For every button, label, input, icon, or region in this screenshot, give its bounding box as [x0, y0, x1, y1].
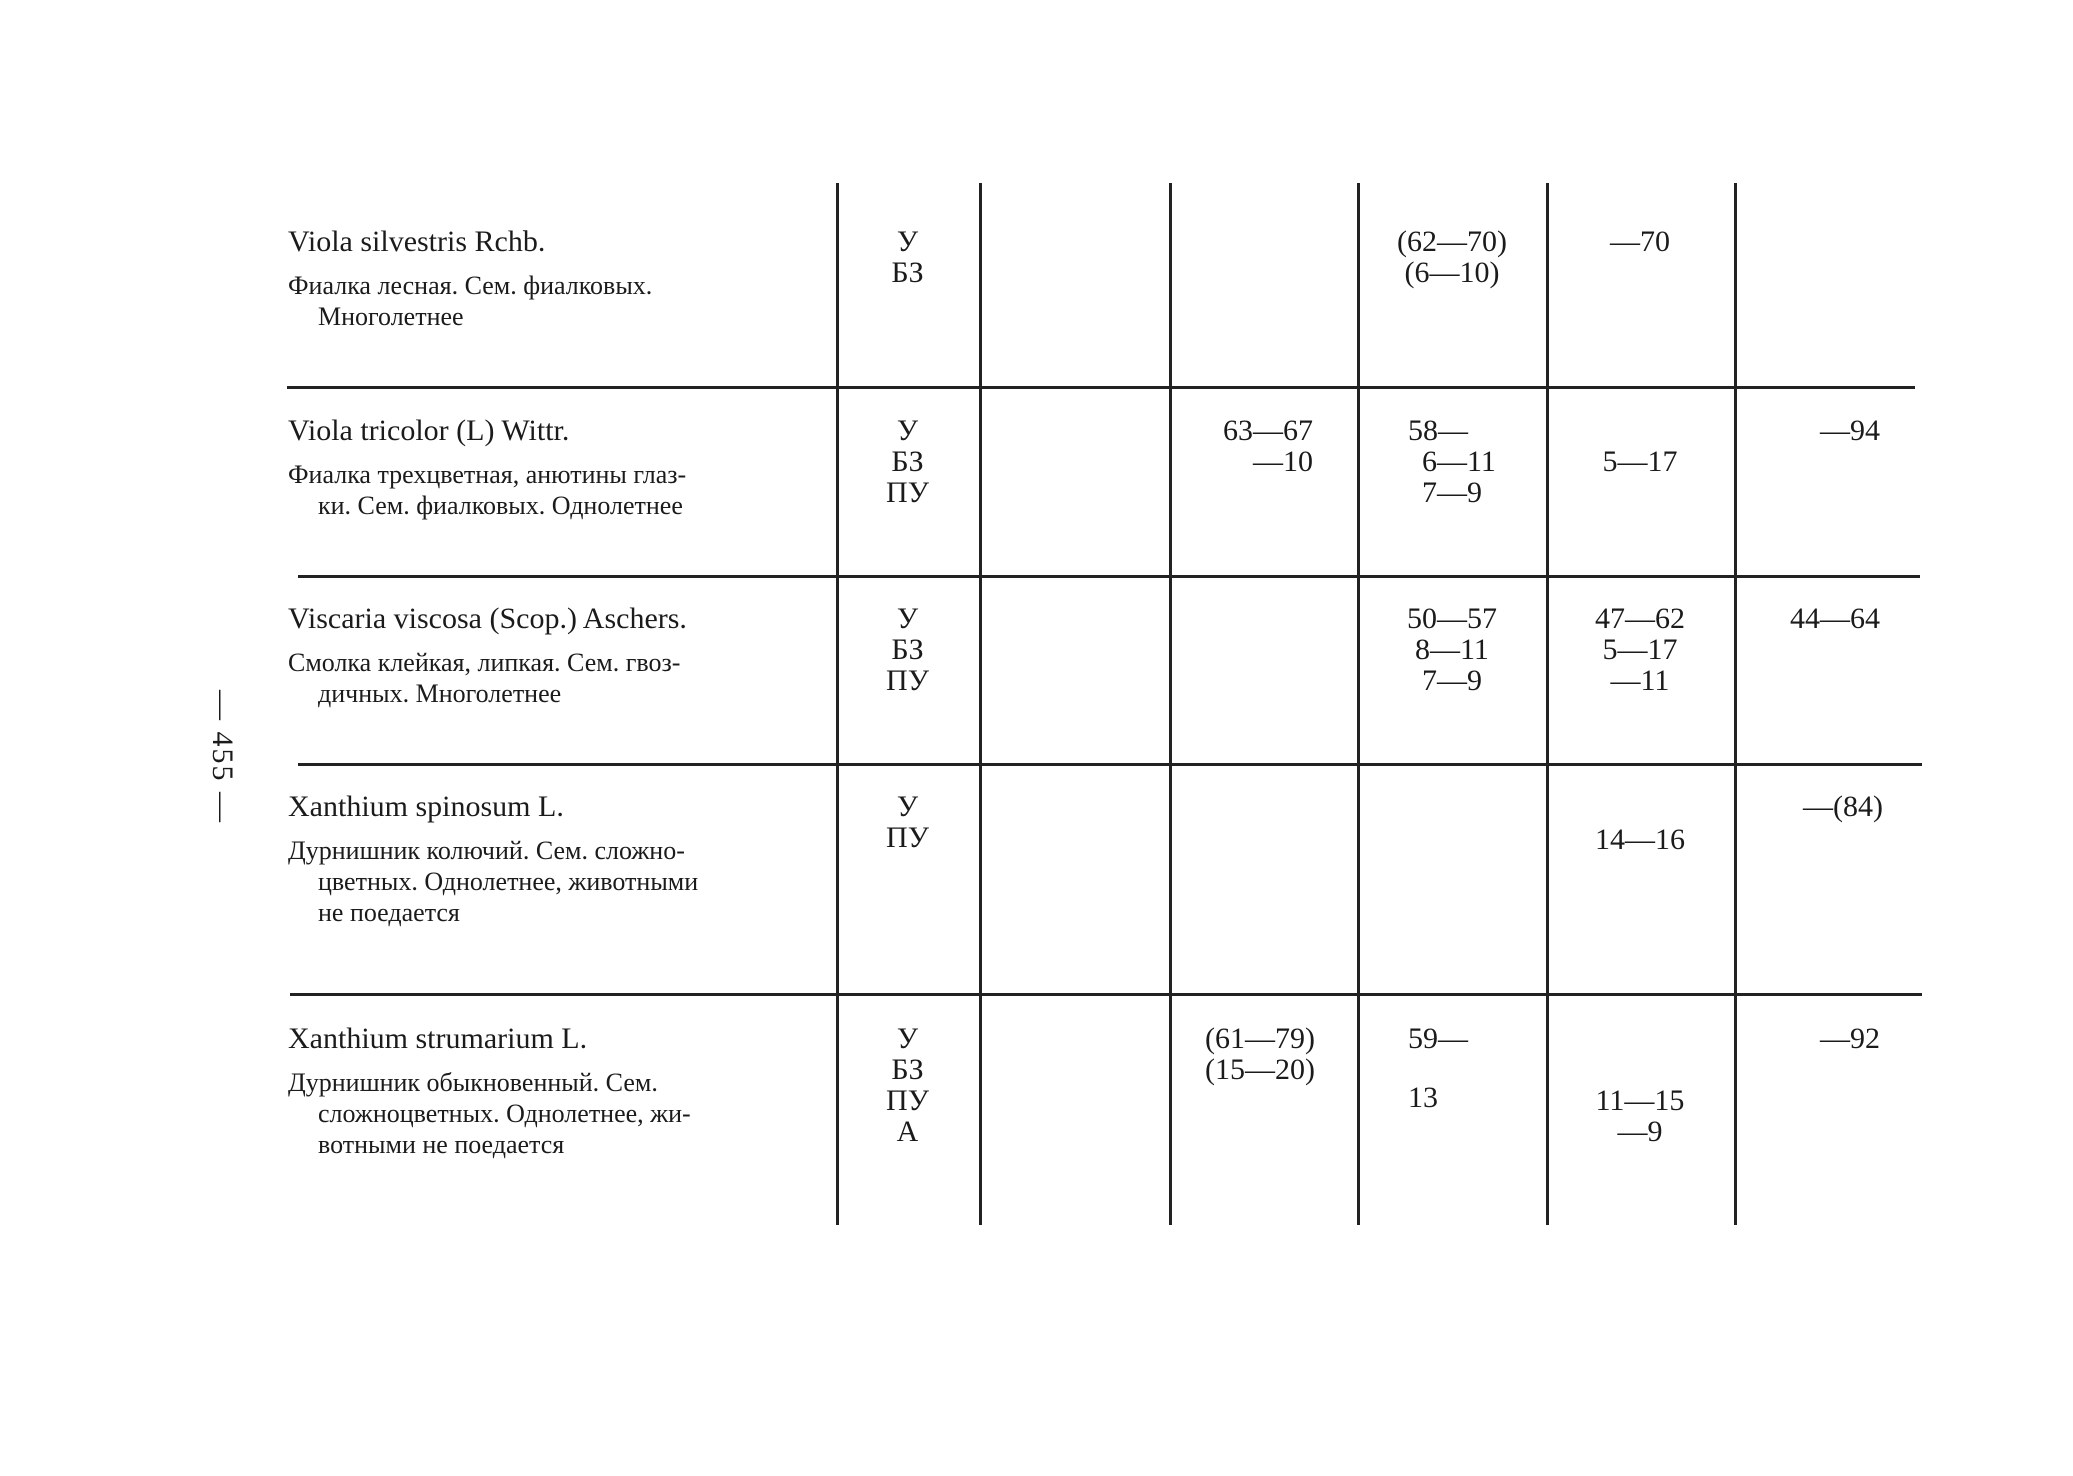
species-cell: [288, 1023, 820, 1160]
value-cell-col6: [1750, 603, 1880, 634]
species-latin-name: Viscaria viscosa (Scop.) Aschers.: [288, 602, 687, 635]
species-description-line: сложноцветных. Однолетнее, жи-: [318, 1099, 691, 1128]
value-cell-col5: [1560, 824, 1720, 855]
column-rule: [979, 183, 982, 1225]
column-rule: [1734, 183, 1737, 1225]
value: —9: [1617, 1115, 1663, 1148]
column-rule: [1357, 183, 1360, 1225]
value: 58—: [1408, 414, 1468, 447]
value-cell-col4: [1372, 226, 1532, 288]
row-rule: [287, 386, 1915, 389]
zone-cell: [850, 1023, 965, 1147]
value: (15—20): [1205, 1053, 1315, 1086]
species-latin-name: Viola silvestris Rchb.: [288, 225, 546, 258]
value: 5—17: [1602, 633, 1678, 666]
value: 47—62: [1595, 602, 1685, 635]
value: 13: [1408, 1081, 1438, 1114]
value: —(84): [1803, 790, 1883, 823]
value: 7—9: [1422, 476, 1482, 509]
species-cell: [288, 415, 820, 521]
value: 50—57: [1407, 602, 1497, 635]
column-rule: [1546, 183, 1549, 1225]
species-cell: [288, 603, 820, 709]
zone-code: БЗ: [891, 445, 924, 478]
value-cell-col5: [1560, 446, 1720, 477]
value: —94: [1820, 414, 1880, 447]
species-description-line: Фиалка трехцветная, анютины глаз-: [288, 460, 687, 489]
species-description-line: Дурнишник колючий. Сем. сложно-: [288, 836, 685, 865]
species-description-line: Дурнишник обыкновенный. Сем.: [288, 1068, 658, 1097]
zone-code: ПУ: [886, 1084, 929, 1117]
species-description: [288, 647, 820, 709]
species-description: [288, 835, 820, 928]
zone-code: БЗ: [891, 1053, 924, 1086]
value-cell-col3: [1185, 415, 1313, 477]
value-cell-col6: [1750, 1023, 1880, 1054]
value-cell-col5: [1560, 226, 1720, 257]
zone-code: ПУ: [886, 476, 929, 509]
value: —11: [1610, 664, 1670, 697]
zone-code: БЗ: [891, 256, 924, 289]
species-description: [288, 1067, 820, 1160]
species-latin-name: Xanthium spinosum L.: [288, 790, 564, 823]
column-rule: [1169, 183, 1172, 1225]
zone-code: У: [896, 414, 919, 447]
value: 14—16: [1595, 823, 1685, 856]
zone-cell: [850, 603, 965, 696]
species-cell: [288, 791, 820, 928]
species-latin-name: Xanthium strumarium L.: [288, 1022, 588, 1055]
species-cell: [288, 226, 820, 332]
value-cell-col4: [1408, 415, 1538, 508]
zone-cell: [850, 791, 965, 853]
value: 44—64: [1790, 602, 1880, 635]
value-cell-col6: [1750, 791, 1883, 822]
row-rule: [298, 575, 1920, 578]
row-rule: [290, 993, 1922, 996]
value: —10: [1253, 445, 1313, 478]
zone-code: БЗ: [891, 633, 924, 666]
value-cell-col4: [1372, 603, 1532, 696]
value: (6—10): [1404, 256, 1500, 289]
zone-code: ПУ: [886, 821, 929, 854]
zone-cell: [850, 415, 965, 508]
value: (61—79): [1205, 1022, 1315, 1055]
species-description-line: цветных. Однолетнее, животными: [318, 867, 699, 896]
value-cell-col3: [1185, 1023, 1315, 1085]
species-description-line: не поедается: [318, 898, 460, 927]
value-cell-col6: [1750, 415, 1880, 446]
species-description-line: Смолка клейкая, липкая. Сем. гвоз-: [288, 648, 681, 677]
zone-code: А: [896, 1115, 919, 1148]
value: 6—11: [1422, 445, 1496, 478]
zone-code: У: [896, 225, 919, 258]
zone-code: У: [896, 602, 919, 635]
value: (62—70): [1397, 225, 1507, 258]
species-description: [288, 270, 820, 332]
zone-code: ПУ: [886, 664, 929, 697]
zone-cell: [850, 226, 965, 288]
species-description-line: Фиалка лесная. Сем. фиалковых.: [288, 271, 653, 300]
value: 5—17: [1602, 445, 1678, 478]
value: —70: [1610, 225, 1670, 258]
page-number: — 455 —: [206, 690, 239, 824]
value: 11—15: [1595, 1084, 1685, 1117]
value: 7—9: [1422, 664, 1482, 697]
value-cell-col5: [1560, 1085, 1720, 1147]
species-description-line: ки. Сем. фиалковых. Однолетнее: [318, 491, 683, 520]
species-description-line: Многолетнее: [318, 302, 464, 331]
species-description-line: дичных. Многолетнее: [318, 679, 562, 708]
value: 8—11: [1415, 633, 1489, 666]
value: 63—67: [1223, 414, 1313, 447]
value-cell-col4: [1408, 1023, 1538, 1113]
zone-code: У: [896, 1022, 919, 1055]
species-latin-name: Viola tricolor (L) Wittr.: [288, 414, 570, 447]
value-cell-col5: [1560, 603, 1720, 696]
value: 59—: [1408, 1022, 1468, 1055]
species-description-line: вотными не поедается: [318, 1130, 565, 1159]
row-rule: [298, 763, 1922, 766]
column-rule: [836, 183, 839, 1225]
species-description: [288, 459, 820, 521]
value: —92: [1820, 1022, 1880, 1055]
zone-code: У: [896, 790, 919, 823]
